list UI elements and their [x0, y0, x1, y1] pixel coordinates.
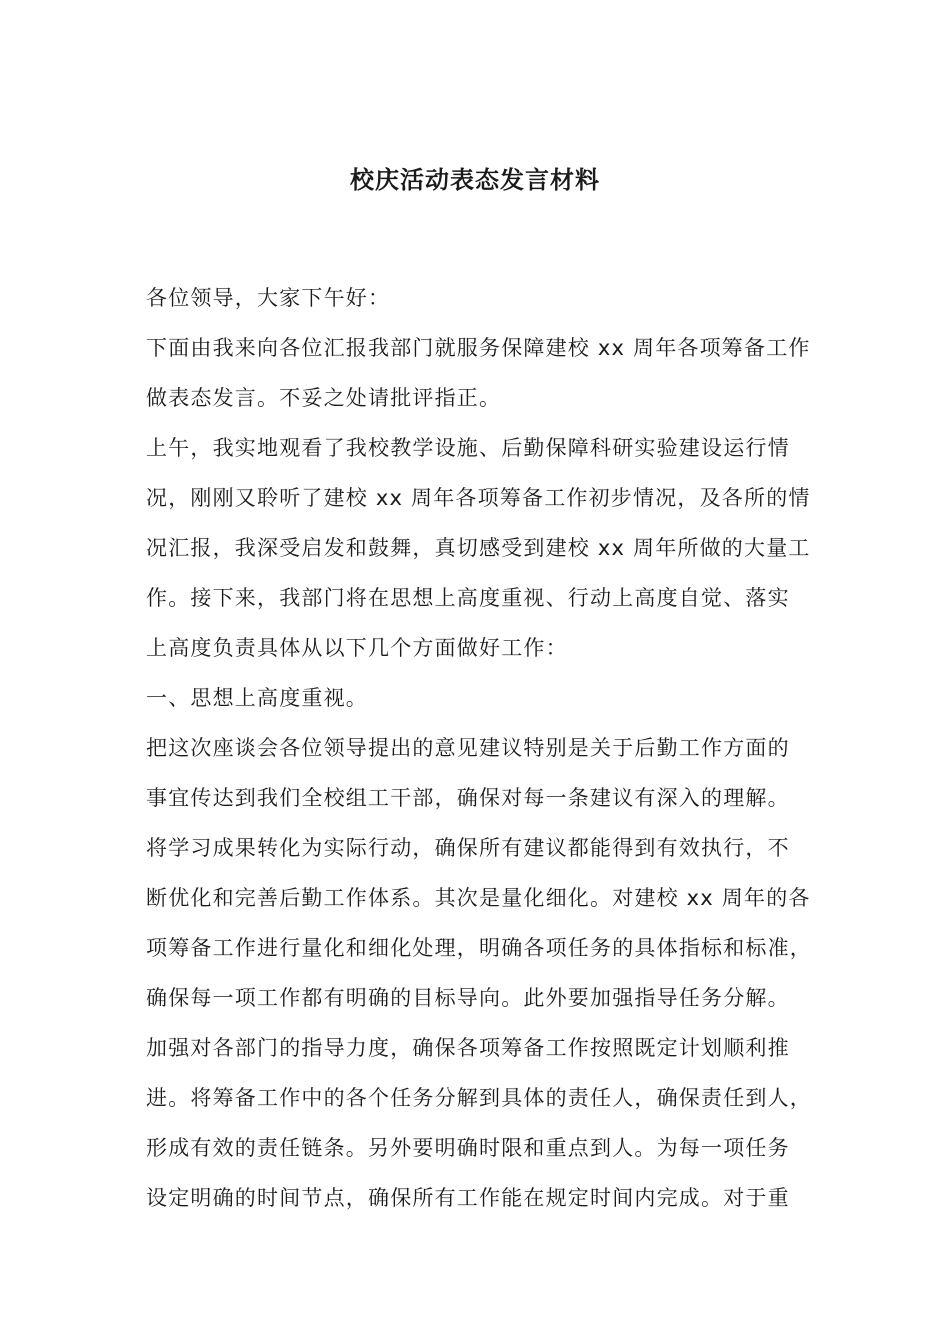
- body-line: 加强对各部门的指导力度，确保各项筹备工作按照既定计划顺利推: [146, 1036, 790, 1060]
- body-line: 各位领导，大家下午好：: [146, 286, 391, 310]
- body-line: 下面由我来向各位汇报我部门就服务保障建校 xx 周年各项筹备工作: [146, 336, 811, 360]
- body-line: 设定明确的时间节点，确保所有工作能在规定时间内完成。对于重: [146, 1186, 790, 1210]
- document-title: 校庆活动表态发言材料: [350, 165, 600, 194]
- body-line: 上午，我实地观看了我校教学设施、后勤保障科研实验建设运行情: [146, 436, 790, 460]
- body-line: 进。将筹备工作中的各个任务分解到具体的责任人，确保责任到人，: [146, 1086, 812, 1110]
- body-line: 将学习成果转化为实际行动，确保所有建议都能得到有效执行，不: [146, 836, 790, 860]
- body-line: 事宜传达到我们全校组工干部，确保对每一条建议有深入的理解。: [146, 786, 790, 810]
- body-line: 做表态发言。不妥之处请批评指正。: [146, 386, 502, 410]
- body-line: 确保每一项工作都有明确的目标导向。此外要加强指导任务分解。: [146, 986, 790, 1010]
- body-line: 作。接下来，我部门将在思想上高度重视、行动上高度自觉、落实: [146, 586, 790, 610]
- body-line: 项筹备工作进行量化和细化处理，明确各项任务的具体指标和标准，: [146, 936, 812, 960]
- body-line: 况，刚刚又聆听了建校 xx 周年各项筹备工作初步情况，及各所的情: [146, 486, 811, 510]
- body-line: 形成有效的责任链条。另外要明确时限和重点到人。为每一项任务: [146, 1136, 790, 1160]
- body-line: 把这次座谈会各位领导提出的意见建议特别是关于后勤工作方面的: [146, 736, 790, 760]
- document-body: [146, 277, 826, 1227]
- body-line: 上高度负责具体从以下几个方面做好工作：: [146, 636, 568, 660]
- body-line: 断优化和完善后勤工作体系。其次是量化细化。对建校 xx 周年的各: [146, 886, 811, 910]
- body-line: 况汇报，我深受启发和鼓舞，真切感受到建校 xx 周年所做的大量工: [146, 536, 811, 560]
- section-heading: 一、思想上高度重视。: [146, 686, 368, 710]
